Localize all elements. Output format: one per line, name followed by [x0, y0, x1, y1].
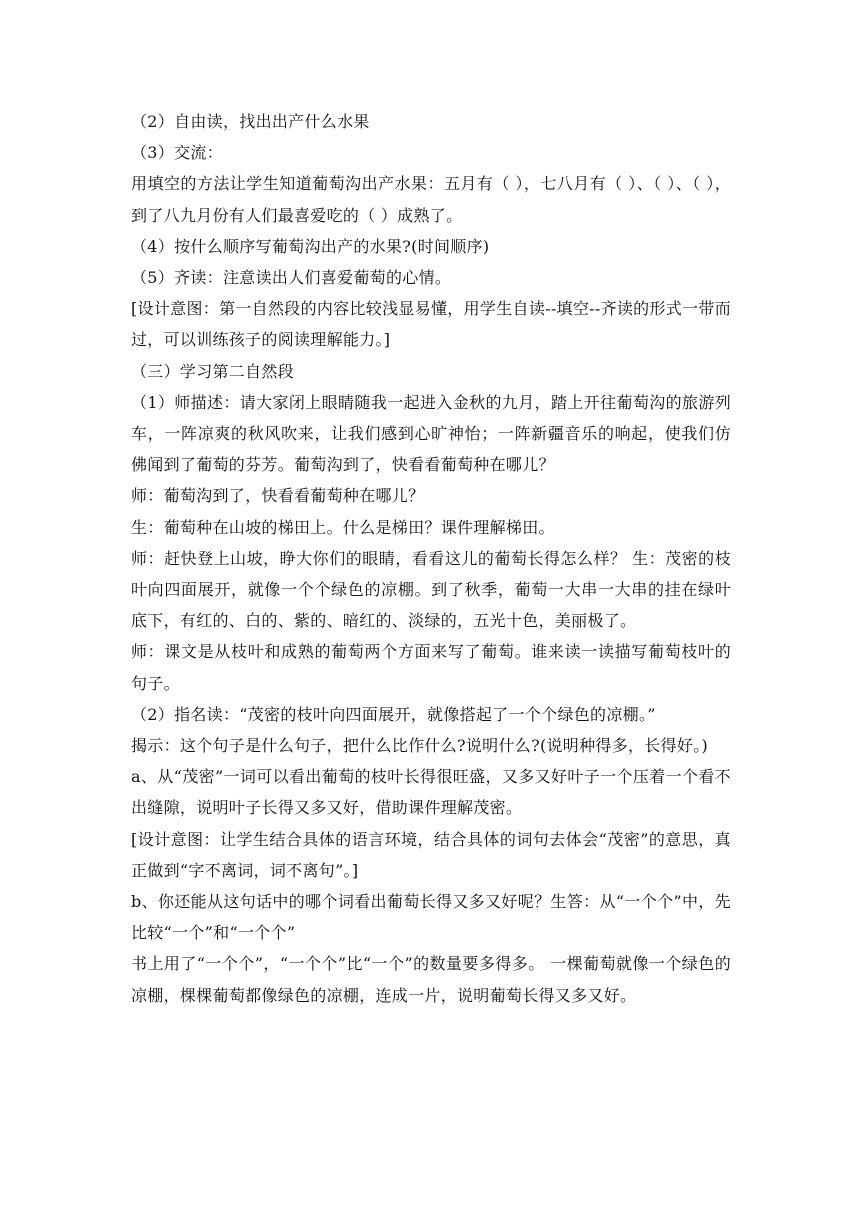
paragraph-15: a、从“茂密”一词可以看出葡萄的枝叶长得很旺盛，又多又好叶子一个压着一个看不出缝隙，说明叶子长得又多又好，借助课件理解茂密。	[131, 767, 731, 818]
paragraph-3: 用填空的方法让学生知道葡萄沟出产水果：五月有（ ），七八月有（ ）、（ ）、（ ），到了八九月份有人们最喜爱吃的（ ）成熟了。	[131, 174, 731, 225]
paragraph-8: （1）师描述：请大家闭上眼睛随我一起进入金秋的九月，踏上开往葡萄沟的旅游列车，一阵凉爽的秋风吹来，让我们感到心旷神怡；一阵新疆音乐的响起，使我们仿佛闻到了葡萄的芬芳。葡萄沟到了，快看看葡萄种在哪儿？	[131, 392, 731, 475]
paragraph-16: [设计意图：让学生结合具体的语言环境，结合具体的词句去体会“茂密”的意思，真正做到“字不离词，词不离句”。]	[131, 829, 731, 880]
paragraph-13: （2）指名读：“茂密的枝叶向四面展开，就像搭起了一个个绿色的凉棚。”	[131, 704, 656, 724]
paragraph-18: 书上用了“一个个”，“一个个”比“一个”的数量要多得多。 一棵葡萄就像一个绿色的凉棚，棵棵葡萄都像绿色的凉棚，连成一片，说明葡萄长得又多又好。	[131, 954, 731, 1005]
paragraph-4: （4）按什么顺序写葡萄沟出产的水果?(时间顺序)	[131, 236, 490, 256]
paragraph-1: （2）自由读，找出出产什么水果	[131, 112, 370, 131]
document-body	[131, 106, 731, 1011]
paragraph-9: 师：葡萄沟到了，快看看葡萄种在哪儿？	[131, 486, 425, 506]
paragraph-14: 揭示：这个句子是什么句子，把什么比作什么?说明什么?(说明种得多，长得好。)	[131, 736, 709, 756]
paragraph-12: 师：课文是从枝叶和成熟的葡萄两个方面来写了葡萄。谁来读一读描写葡萄枝叶的句子。	[131, 642, 731, 693]
paragraph-10: 生：葡萄种在山坡的梯田上。什么是梯田？课件理解梯田。	[131, 517, 555, 537]
paragraph-2: （3）交流：	[131, 143, 223, 163]
paragraph-17: b、你还能从这句话中的哪个词看出葡萄长得又多又好呢？生答：从“一个个”中，先比较“一个”和“一个个”	[131, 892, 731, 943]
paragraph-7: （三）学习第二自然段	[131, 361, 295, 381]
paragraph-5: （5）齐读：注意读出人们喜爱葡萄的心情。	[131, 268, 452, 288]
paragraph-6: [设计意图：第一自然段的内容比较浅显易懂，用学生自读--填空--齐读的形式一带而过，可以训练孩子的阅读理解能力。]	[131, 299, 731, 350]
paragraph-11: 师：赶快登上山坡，睁大你们的眼睛，看看这儿的葡萄长得怎么样？ 生：茂密的枝叶向四面展开，就像一个个绿色的凉棚。到了秋季，葡萄一大串一大串的挂在绿叶底下，有红的、白的、紫的、暗红的、淡绿的，五光十色，美丽极了。	[131, 548, 731, 631]
